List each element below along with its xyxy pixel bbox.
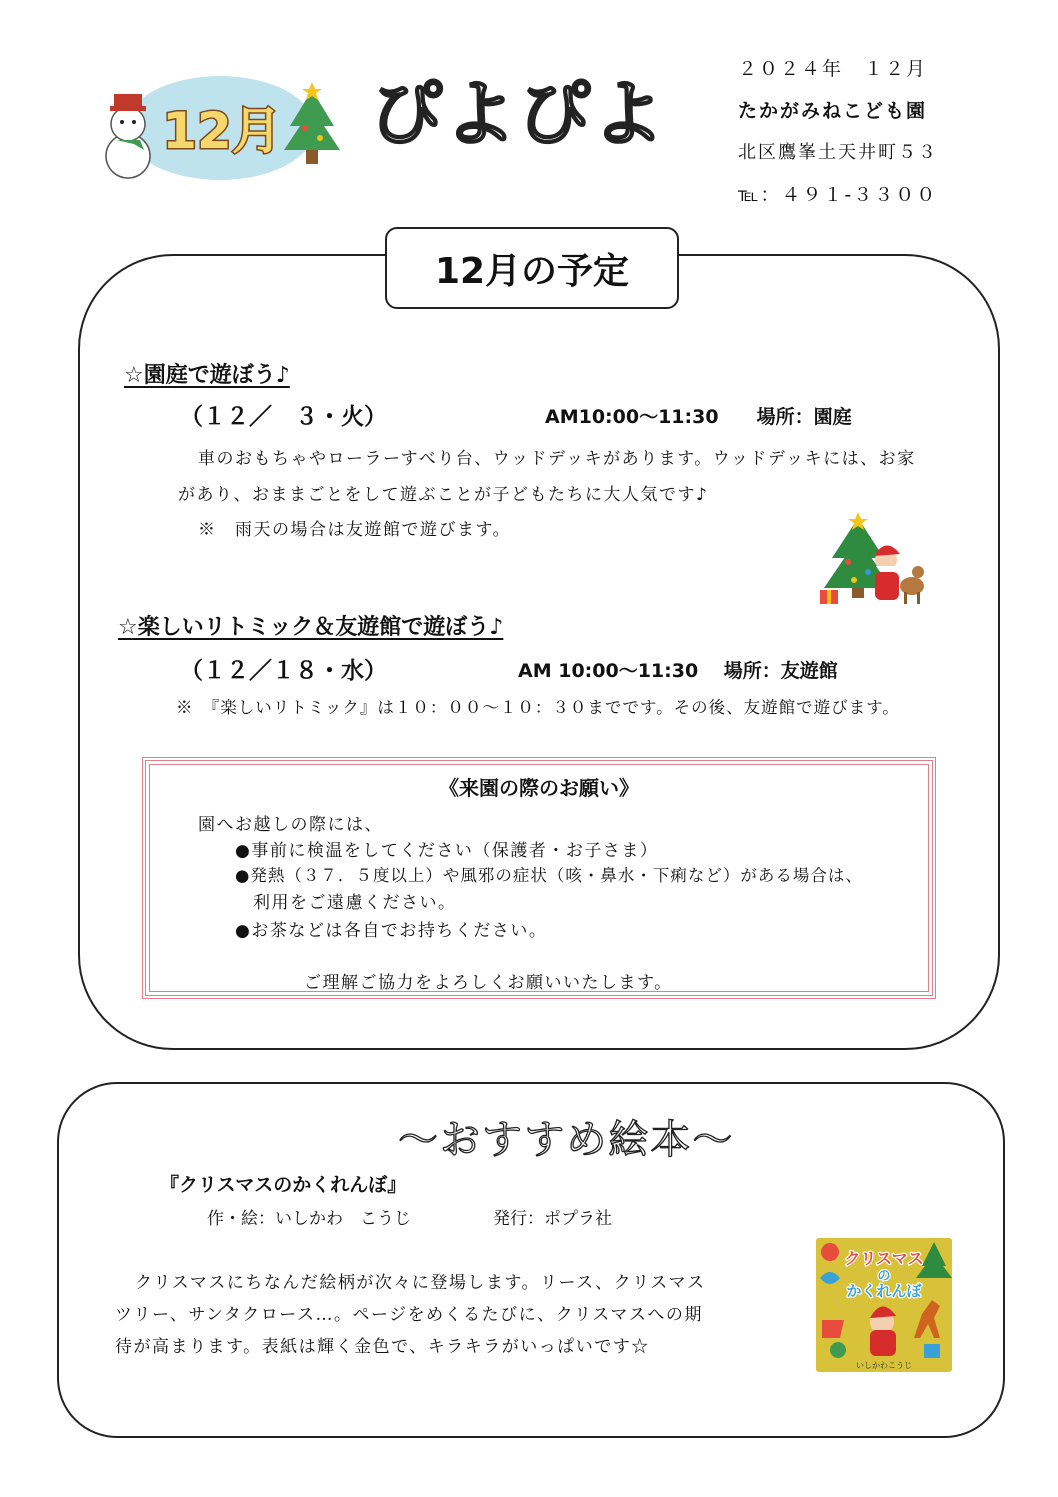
event2-note: ※ 『楽しいリトミック』は１０：００～１０：３０までです。その後、友遊館で遊びます。 — [176, 698, 900, 717]
event2-time-place: AM 10:00～11:30 場所：友遊館 — [518, 660, 838, 682]
cover-title-line1: クリスマス — [844, 1249, 924, 1268]
issue-date: ２０２４年 １２月 — [738, 58, 928, 80]
book-author: 作・絵：いしかわ こうじ — [207, 1209, 411, 1229]
event2-heading: ☆楽しいリトミック＆友遊館で遊ぼう♪ — [118, 615, 504, 640]
book-cover-image — [816, 1238, 952, 1372]
event1-desc-line2: があり、おままごとをして遊ぶことが子どもたちに大人気です♪ — [178, 485, 709, 505]
request-item-temperature: ●事前に検温をしてください（保護者・お子さま） — [235, 841, 659, 861]
request-closing: ご理解ご協力をよろしくお願いいたします。 — [304, 973, 673, 993]
event1-desc-line1: 車のおもちゃやローラーすべり台、ウッドデッキがあります。ウッドデッキには、お家 — [198, 449, 916, 469]
cover-title-line3: かくれんぼ — [846, 1282, 922, 1300]
request-intro: 園へお越しの際には、 — [198, 815, 383, 835]
request-item-fever-cont: 利用をご遠慮ください。 — [253, 893, 457, 913]
month-badge — [100, 68, 350, 183]
phone-number: ℡：４９１-３３００ — [738, 184, 938, 206]
book-publisher: 発行：ポプラ社 — [493, 1209, 612, 1229]
request-item-tea: ●お茶などは各自でお持ちください。 — [235, 921, 548, 941]
event1-date: （１２／ ３・火） — [180, 404, 387, 430]
recommended-book-heading: ～おすすめ絵本～ — [398, 1117, 735, 1163]
month-badge-text: 12月 — [162, 102, 282, 160]
request-item-fever: ●発熱（３７．５度以上）や風邪の症状（咳・鼻水・下痢など）がある場合は、 — [235, 866, 863, 885]
cover-author: いしかわこうじ — [856, 1361, 912, 1370]
event2-date: （１２／１８・水） — [180, 658, 387, 684]
book-desc-line1: クリスマスにちなんだ絵柄が次々に登場します。リース、クリスマス — [135, 1273, 706, 1293]
book-title: 『クリスマスのかくれんぼ』 — [160, 1174, 407, 1196]
cover-title-line2: の — [877, 1269, 891, 1284]
address: 北区鷹峯土天井町５３ — [738, 142, 938, 163]
book-desc-line2: ツリー、サンタクロース…。ページをめくるたびに、クリスマスへの期 — [115, 1305, 703, 1325]
request-title: 《来園の際のお願い》 — [439, 776, 639, 800]
event1-time-place: AM10:00～11:30 場所：園庭 — [545, 406, 852, 428]
newsletter-title: ぴよぴよ — [370, 72, 667, 156]
event1-note: ※ 雨天の場合は友遊館で遊びます。 — [198, 520, 512, 540]
organization-name: たかがみねこども園 — [738, 100, 928, 122]
event1-heading: ☆園庭で遊ぼう♪ — [124, 363, 290, 388]
book-desc-line3: 待が高まります。表紙は輝く金色で、キラキラがいっぱいです☆ — [115, 1337, 650, 1357]
schedule-title: 12月の予定 — [385, 227, 679, 309]
santa-tree-illustration — [818, 510, 928, 606]
